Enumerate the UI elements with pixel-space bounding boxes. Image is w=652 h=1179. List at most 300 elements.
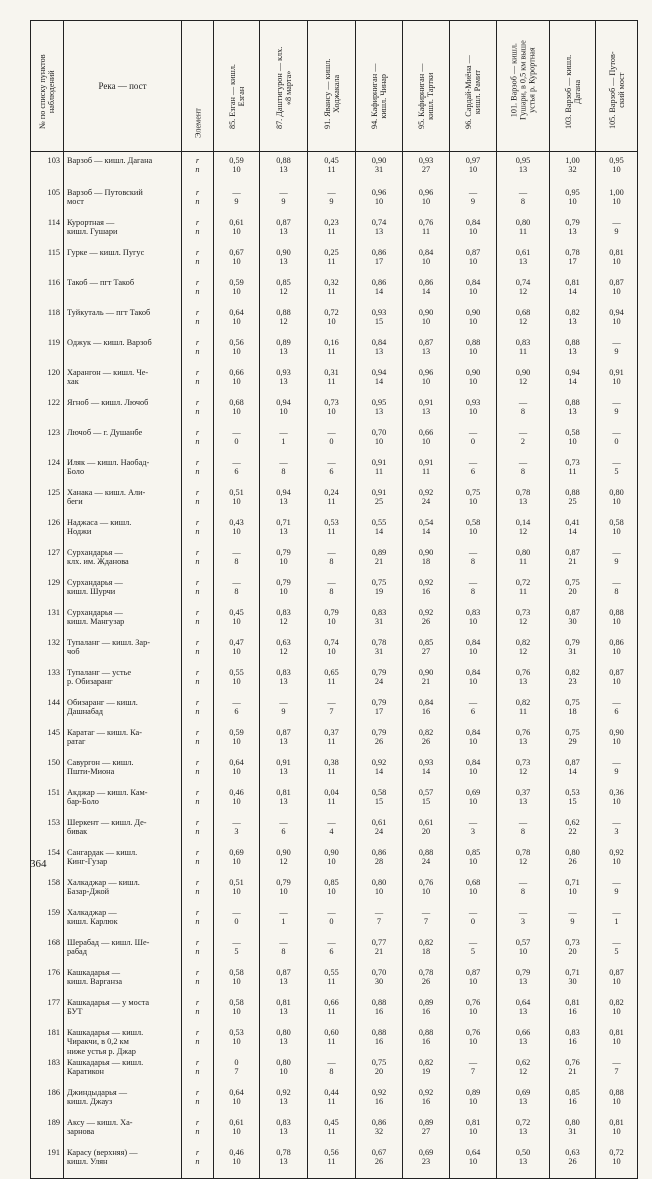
value-cell: 0,37 13: [497, 788, 550, 818]
header-station-label: 105. Варзоб — Путов- ский мост: [607, 51, 626, 129]
value-cell: 0,80 13: [260, 1028, 308, 1058]
value-cell: 0,95 10: [596, 152, 638, 189]
value-cell: 0,97 10: [450, 152, 497, 189]
value-cell: 1,00 10: [596, 188, 638, 218]
value-cell: 0,87 10: [450, 968, 497, 998]
river-post: Шерабад — кишл. Ше- рабад: [64, 938, 182, 968]
element-code: r n: [182, 638, 214, 668]
value-cell: 0,94 10: [596, 308, 638, 338]
value-cell: 0,80 26: [550, 848, 596, 878]
header-station: [497, 21, 550, 152]
value-cell: — 3: [450, 818, 497, 848]
value-cell: 0,46 10: [214, 788, 260, 818]
table-row: [31, 908, 638, 938]
value-cell: 0,53 11: [308, 518, 356, 548]
value-cell: 0,84 10: [450, 218, 497, 248]
value-cell: 0,92 26: [403, 608, 450, 638]
value-cell: 0,68 10: [214, 398, 260, 428]
value-cell: 0,58 10: [214, 968, 260, 998]
river-post: Варзоб — Путовский мост: [64, 188, 182, 218]
value-cell: 0,67 10: [214, 248, 260, 278]
value-cell: 0,92 13: [260, 1088, 308, 1118]
value-cell: 0,83 31: [356, 608, 403, 638]
value-cell: — 5: [214, 938, 260, 968]
value-cell: 0,73 12: [497, 758, 550, 788]
value-cell: 0,82 26: [403, 728, 450, 758]
value-cell: 0,90 18: [403, 548, 450, 578]
value-cell: — 6: [596, 698, 638, 728]
header-station: [214, 21, 260, 152]
value-cell: 0,74 13: [356, 218, 403, 248]
element-code: r n: [182, 608, 214, 638]
value-cell: — 3: [596, 818, 638, 848]
value-cell: 0 7: [214, 1058, 260, 1088]
table-row: [31, 278, 638, 308]
row-number: 125: [31, 488, 64, 518]
row-number: 145: [31, 728, 64, 758]
value-cell: 0,87 10: [596, 278, 638, 308]
value-cell: 0,43 10: [214, 518, 260, 548]
value-cell: — 8: [214, 548, 260, 578]
value-cell: 0,84 10: [450, 668, 497, 698]
row-number: 126: [31, 518, 64, 548]
value-cell: 0,81 10: [450, 1118, 497, 1148]
value-cell: — 9: [596, 218, 638, 248]
header-station: [260, 21, 308, 152]
value-cell: 0,90 31: [356, 152, 403, 189]
table-row: [31, 818, 638, 848]
table-row: [31, 398, 638, 428]
value-cell: 0,90 21: [403, 668, 450, 698]
value-cell: 0,93 13: [260, 368, 308, 398]
table-row: [31, 998, 638, 1028]
value-cell: 0,80 11: [497, 548, 550, 578]
value-cell: 0,31 11: [308, 368, 356, 398]
table-row: [31, 368, 638, 398]
value-cell: 0,59 10: [214, 728, 260, 758]
element-code: r n: [182, 428, 214, 458]
value-cell: 0,51 10: [214, 488, 260, 518]
element-code: r n: [182, 788, 214, 818]
value-cell: 0,54 14: [403, 518, 450, 548]
value-cell: 0,68 12: [497, 308, 550, 338]
row-number: 189: [31, 1118, 64, 1148]
value-cell: 0,90 10: [308, 848, 356, 878]
row-number: 168: [31, 938, 64, 968]
value-cell: 0,45 10: [214, 608, 260, 638]
value-cell: 0,91 13: [260, 758, 308, 788]
row-number: 120: [31, 368, 64, 398]
value-cell: 0,25 11: [308, 248, 356, 278]
river-post: Сурхандарья — кишл. Мангузар: [64, 608, 182, 638]
value-cell: — 6: [450, 698, 497, 728]
row-number: 186: [31, 1088, 64, 1118]
river-post: Тупаланг — устье р. Обизаранг: [64, 668, 182, 698]
value-cell: 0,90 13: [260, 248, 308, 278]
river-post: Аксу — кишл. Ха- зарнова: [64, 1118, 182, 1148]
row-number: 176: [31, 968, 64, 998]
value-cell: 0,61 24: [356, 818, 403, 848]
value-cell: — 8: [497, 398, 550, 428]
value-cell: 0,87 13: [260, 218, 308, 248]
value-cell: 0,64 10: [450, 1148, 497, 1179]
value-cell: 0,64 10: [214, 758, 260, 788]
element-code: r n: [182, 218, 214, 248]
value-cell: — 0: [308, 428, 356, 458]
value-cell: 0,76 10: [450, 998, 497, 1028]
value-cell: 0,59 10: [214, 278, 260, 308]
value-cell: 0,87 13: [260, 968, 308, 998]
value-cell: — 8: [497, 458, 550, 488]
value-cell: 0,61 13: [497, 248, 550, 278]
value-cell: 0,57 10: [497, 938, 550, 968]
row-number: 133: [31, 668, 64, 698]
row-number: 127: [31, 548, 64, 578]
value-cell: 0,60 11: [308, 1028, 356, 1058]
row-number: 114: [31, 218, 64, 248]
element-code: r n: [182, 548, 214, 578]
value-cell: 0,55 14: [356, 518, 403, 548]
header-element: [182, 21, 214, 152]
row-number: 115: [31, 248, 64, 278]
river-post: Варзоб — кишл. Дагана: [64, 152, 182, 189]
value-cell: 0,57 15: [403, 788, 450, 818]
value-cell: — 7: [450, 1058, 497, 1088]
header-station: [356, 21, 403, 152]
element-code: r n: [182, 1028, 214, 1058]
table-row: [31, 1028, 638, 1058]
value-cell: 0,91 25: [356, 488, 403, 518]
table-row: [31, 488, 638, 518]
value-cell: 0,86 32: [356, 1118, 403, 1148]
row-number: 177: [31, 998, 64, 1028]
value-cell: 0,84 10: [450, 278, 497, 308]
header-station: [450, 21, 497, 152]
table-row: [31, 788, 638, 818]
value-cell: 0,89 27: [403, 1118, 450, 1148]
value-cell: — 9: [596, 338, 638, 368]
element-code: r n: [182, 878, 214, 908]
value-cell: 0,96 10: [403, 188, 450, 218]
value-cell: — 8: [596, 578, 638, 608]
value-cell: 0,78 12: [497, 848, 550, 878]
value-cell: 0,69 13: [497, 1088, 550, 1118]
value-cell: 0,61 20: [403, 818, 450, 848]
value-cell: — 9: [214, 188, 260, 218]
value-cell: 0,84 16: [403, 698, 450, 728]
value-cell: 0,92 10: [596, 848, 638, 878]
value-cell: 0,92 24: [403, 488, 450, 518]
value-cell: 0,81 10: [596, 248, 638, 278]
value-cell: 0,85 16: [550, 1088, 596, 1118]
value-cell: 0,86 10: [596, 638, 638, 668]
element-code: r n: [182, 398, 214, 428]
header-element-label: Элемент: [193, 108, 202, 138]
value-cell: 0,88 24: [403, 848, 450, 878]
value-cell: 0,85 12: [260, 278, 308, 308]
header-station: [403, 21, 450, 152]
value-cell: 0,75 19: [356, 578, 403, 608]
value-cell: 0,80 10: [260, 1058, 308, 1088]
value-cell: 0,69 10: [450, 788, 497, 818]
header-station-label: 94. Кафирниган — кишл. Чинар: [370, 63, 388, 129]
value-cell: — 8: [308, 1058, 356, 1088]
table-row: [31, 1058, 638, 1088]
value-cell: 0,93 14: [403, 758, 450, 788]
value-cell: 0,80 10: [356, 878, 403, 908]
value-cell: 0,85 10: [308, 878, 356, 908]
value-cell: 0,73 20: [550, 938, 596, 968]
river-post: Сурхандарья — кишл. Шурчи: [64, 578, 182, 608]
river-post: Наджаса — кишл. Ноджи: [64, 518, 182, 548]
table-row: [31, 1088, 638, 1118]
value-cell: — 3: [497, 908, 550, 938]
river-post: Обизаранг — кишл. Дашнабад: [64, 698, 182, 728]
value-cell: 0,82 19: [403, 1058, 450, 1088]
value-cell: 0,82 23: [550, 668, 596, 698]
river-post: Ханака — кишл. Али- беги: [64, 488, 182, 518]
value-cell: 0,84 10: [450, 728, 497, 758]
value-cell: 0,04 11: [308, 788, 356, 818]
value-cell: 0,89 13: [260, 338, 308, 368]
value-cell: 0,72 13: [497, 1118, 550, 1148]
value-cell: 0,92 14: [356, 758, 403, 788]
river-post: Иляк — кишл. Наобад- Боло: [64, 458, 182, 488]
value-cell: 0,38 11: [308, 758, 356, 788]
row-number: 151: [31, 788, 64, 818]
river-post: Ягноб — кишл. Лючоб: [64, 398, 182, 428]
value-cell: — 9: [260, 698, 308, 728]
row-number: 158: [31, 878, 64, 908]
value-cell: — 3: [214, 818, 260, 848]
row-number: 153: [31, 818, 64, 848]
header-station-label: 91. Яванcу — кишл. Ходжакала: [322, 58, 341, 129]
value-cell: 0,88 25: [550, 488, 596, 518]
value-cell: 0,85 10: [450, 848, 497, 878]
element-code: r n: [182, 818, 214, 848]
value-cell: 0,64 10: [214, 1088, 260, 1118]
table-row: [31, 728, 638, 758]
value-cell: 0,66 13: [497, 1028, 550, 1058]
river-post: Шеркент — кишл. Де- бивак: [64, 818, 182, 848]
value-cell: 0,89 21: [356, 548, 403, 578]
river-post: Каратаг — кишл. Ка- ратаг: [64, 728, 182, 758]
value-cell: 0,75 20: [550, 578, 596, 608]
value-cell: 0,73 10: [308, 398, 356, 428]
value-cell: 0,79 13: [497, 968, 550, 998]
value-cell: 0,59 10: [214, 152, 260, 189]
value-cell: — 1: [260, 908, 308, 938]
table-row: [31, 428, 638, 458]
value-cell: 0,91 10: [596, 368, 638, 398]
element-code: r n: [182, 1148, 214, 1179]
value-cell: — 4: [308, 818, 356, 848]
table-row: [31, 698, 638, 728]
value-cell: — 1: [260, 428, 308, 458]
header-station-label: 101. Варзоб — кишл. Гушари, в 0,5 км выше устья р. Курортная: [509, 40, 537, 120]
value-cell: 0,72 10: [596, 1148, 638, 1179]
value-cell: 0,56 10: [214, 338, 260, 368]
value-cell: 0,82 10: [596, 998, 638, 1028]
value-cell: 0,86 28: [356, 848, 403, 878]
value-cell: 0,70 10: [356, 428, 403, 458]
river-post: Оджук — кишл. Варзоб: [64, 338, 182, 368]
value-cell: — 5: [596, 458, 638, 488]
value-cell: — 8: [450, 578, 497, 608]
header-num-label: № по списку пунктов наблюдений: [38, 54, 56, 129]
value-cell: 0,47 10: [214, 638, 260, 668]
value-cell: — 6: [214, 458, 260, 488]
value-cell: 0,83 12: [260, 608, 308, 638]
table-row: [31, 668, 638, 698]
value-cell: 0,83 16: [550, 1028, 596, 1058]
value-cell: 0,53 10: [214, 1028, 260, 1058]
value-cell: 0,71 13: [260, 518, 308, 548]
value-cell: 0,79 10: [260, 548, 308, 578]
value-cell: 0,81 13: [260, 998, 308, 1028]
value-cell: 0,76 13: [497, 668, 550, 698]
table-row: [31, 638, 638, 668]
value-cell: 0,89 16: [403, 998, 450, 1028]
row-number: 119: [31, 338, 64, 368]
table-body: [31, 152, 638, 1179]
value-cell: 0,71 30: [550, 968, 596, 998]
river-post: Кашкадарья — у моста БУТ: [64, 998, 182, 1028]
river-post: Халкаджар — кишл. Карлюк: [64, 908, 182, 938]
element-code: r n: [182, 668, 214, 698]
river-post: Такоб — пгт Такоб: [64, 278, 182, 308]
value-cell: 0,74 12: [497, 278, 550, 308]
value-cell: 0,58 10: [550, 428, 596, 458]
river-post: Сангардак — кишл. Кинг-Гузар: [64, 848, 182, 878]
river-post: Акджар — кишл. Кам- бар-Боло: [64, 788, 182, 818]
value-cell: 0,51 10: [214, 878, 260, 908]
value-cell: — 8: [260, 458, 308, 488]
river-post: Карасу (верхняя) — кишл. Улян: [64, 1148, 182, 1179]
value-cell: 0,75 29: [550, 728, 596, 758]
value-cell: 0,91 11: [356, 458, 403, 488]
element-code: r n: [182, 188, 214, 218]
value-cell: 0,88 16: [356, 998, 403, 1028]
value-cell: — 9: [596, 548, 638, 578]
row-number: 124: [31, 458, 64, 488]
value-cell: 0,82 12: [497, 638, 550, 668]
value-cell: — 6: [308, 938, 356, 968]
river-post: Джиндыдарья — кишл. Джауз: [64, 1088, 182, 1118]
value-cell: — 0: [308, 908, 356, 938]
value-cell: 0,81 13: [260, 788, 308, 818]
value-cell: 0,87 10: [596, 968, 638, 998]
table-row: [31, 338, 638, 368]
value-cell: 0,87 14: [550, 758, 596, 788]
value-cell: 0,79 31: [550, 638, 596, 668]
value-cell: 0,87 13: [403, 338, 450, 368]
value-cell: 0,61 10: [214, 1118, 260, 1148]
table-row: [31, 152, 638, 189]
value-cell: 0,55 11: [308, 968, 356, 998]
header-station-label: 85. Езган — кишл. Езган: [227, 64, 246, 129]
element-code: r n: [182, 938, 214, 968]
row-number: 183: [31, 1058, 64, 1088]
value-cell: 0,90 12: [260, 848, 308, 878]
value-cell: 0,84 10: [403, 248, 450, 278]
table-row: [31, 578, 638, 608]
value-cell: 0,58 10: [214, 998, 260, 1028]
value-cell: 0,93 10: [450, 398, 497, 428]
value-cell: — 8: [214, 578, 260, 608]
value-cell: — 0: [450, 428, 497, 458]
row-number: 122: [31, 398, 64, 428]
value-cell: 0,84 10: [450, 758, 497, 788]
row-number: 132: [31, 638, 64, 668]
value-cell: 0,88 13: [260, 152, 308, 189]
header-river: [64, 21, 182, 152]
river-post: Лючоб — г. Душанбе: [64, 428, 182, 458]
table-row: [31, 758, 638, 788]
element-code: r n: [182, 278, 214, 308]
value-cell: 0,16 11: [308, 338, 356, 368]
value-cell: — 0: [214, 428, 260, 458]
value-cell: — 7: [596, 1058, 638, 1088]
value-cell: 0,79 10: [260, 578, 308, 608]
value-cell: 0,58 10: [596, 518, 638, 548]
value-cell: 0,88 13: [550, 338, 596, 368]
value-cell: 0,90 12: [497, 368, 550, 398]
value-cell: 0,32 11: [308, 278, 356, 308]
value-cell: — 9: [596, 878, 638, 908]
value-cell: 0,79 10: [260, 878, 308, 908]
value-cell: — 9: [450, 188, 497, 218]
value-cell: 0,93 15: [356, 308, 403, 338]
row-number: 154: [31, 848, 64, 878]
row-number: 131: [31, 608, 64, 638]
value-cell: 0,72 11: [497, 578, 550, 608]
value-cell: 0,76 10: [403, 878, 450, 908]
value-cell: 0,73 12: [497, 608, 550, 638]
value-cell: 0,79 10: [308, 608, 356, 638]
value-cell: 0,87 10: [596, 668, 638, 698]
value-cell: 0,53 15: [550, 788, 596, 818]
value-cell: 0,55 10: [214, 668, 260, 698]
value-cell: 0,77 21: [356, 938, 403, 968]
value-cell: 0,83 10: [450, 608, 497, 638]
value-cell: 0,86 14: [356, 278, 403, 308]
value-cell: — 0: [214, 908, 260, 938]
row-number: 116: [31, 278, 64, 308]
value-cell: 0,14 12: [497, 518, 550, 548]
value-cell: 0,61 10: [214, 218, 260, 248]
value-cell: 0,96 10: [403, 368, 450, 398]
value-cell: 0,89 10: [450, 1088, 497, 1118]
value-cell: 1,00 32: [550, 152, 596, 189]
value-cell: — 0: [450, 908, 497, 938]
table-row: [31, 548, 638, 578]
river-post: Курортная — кишл. Гушари: [64, 218, 182, 248]
river-post: Харангон — кишл. Че- хак: [64, 368, 182, 398]
value-cell: — 6: [214, 698, 260, 728]
element-code: r n: [182, 458, 214, 488]
row-number: 181: [31, 1028, 64, 1058]
value-cell: — 9: [308, 188, 356, 218]
value-cell: 0,79 13: [550, 218, 596, 248]
row-number: 191: [31, 1148, 64, 1179]
table-row: [31, 458, 638, 488]
table-row: [31, 878, 638, 908]
value-cell: 0,88 12: [260, 308, 308, 338]
value-cell: 0,66 10: [403, 428, 450, 458]
value-cell: 0,86 17: [356, 248, 403, 278]
header-station-label: 95. Кафирниган — кишл. Тартки: [417, 63, 435, 129]
